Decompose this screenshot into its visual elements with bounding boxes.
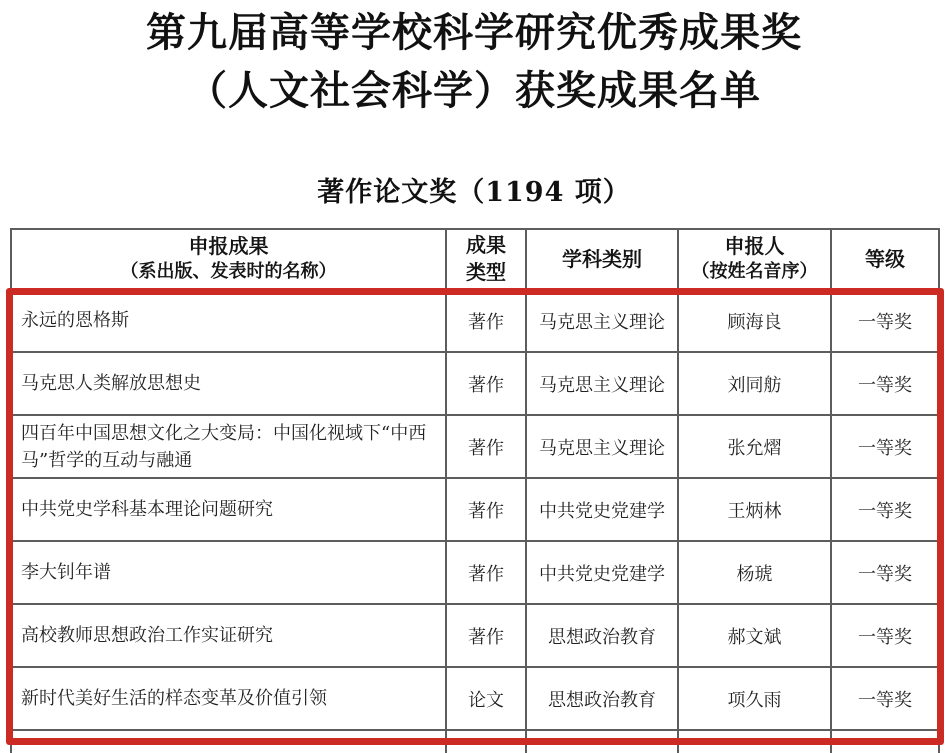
cell-grade: 一等奖 [831, 667, 939, 730]
cell-type: 著作 [446, 289, 526, 352]
awards-table [10, 228, 940, 753]
cell-type: 著作 [446, 415, 526, 478]
cell-discipline: 马克思主义理论 [526, 415, 678, 478]
page-title-line1: 第九届高等学校科学研究优秀成果奖 [146, 9, 802, 56]
cell-title: 四百年中国思想文化之大变局：中国化视域下“中西马”哲学的互动与融通 [11, 415, 446, 478]
table-row [11, 352, 939, 415]
cell-grade: 一等奖 [831, 415, 939, 478]
table-row [11, 667, 939, 730]
header-applicant [678, 229, 831, 289]
header-declared-achievement [11, 229, 446, 289]
cell-discipline: 思想政治教育 [526, 667, 678, 730]
cell-applicant: 张允熠 [678, 415, 831, 478]
cell-applicant [678, 730, 831, 753]
header-declared-achievement-sub: （系出版、发表时的名称） [120, 261, 337, 283]
cell-title: 高校教师思想政治工作实证研究 [11, 604, 446, 667]
header-achievement-type-line1: 成果 [466, 233, 506, 257]
table-row [11, 541, 939, 604]
table-row-partial [11, 730, 939, 753]
header-applicant-main: 申报人 [724, 234, 785, 259]
cell-applicant: 项久雨 [678, 667, 831, 730]
cell-discipline: 思想政治教育 [526, 604, 678, 667]
cell-discipline: 中共党史党建学 [526, 541, 678, 604]
cell-type [446, 730, 526, 753]
header-grade [831, 229, 939, 289]
cell-grade: 一等奖 [831, 478, 939, 541]
cell-title: 中共党史学科基本理论问题研究 [11, 478, 446, 541]
cell-discipline: 马克思主义理论 [526, 352, 678, 415]
cell-type: 论文 [446, 667, 526, 730]
cell-type: 著作 [446, 541, 526, 604]
table-header-row [11, 229, 939, 289]
cell-title: 永远的恩格斯 [11, 289, 446, 352]
page-title [0, 4, 948, 120]
cell-applicant: 杨琥 [678, 541, 831, 604]
header-grade-label: 等级 [865, 246, 905, 271]
table-row [11, 289, 939, 352]
header-declared-achievement-main: 申报成果 [188, 234, 269, 259]
table-row [11, 415, 939, 478]
cell-discipline [526, 730, 678, 753]
cell-grade [831, 730, 939, 753]
section-title: 著作论文奖（1194 项） [317, 177, 631, 208]
cell-grade: 一等奖 [831, 289, 939, 352]
cell-type: 著作 [446, 352, 526, 415]
page-title-line2: （人文社会科学）获奖成果名单 [187, 67, 761, 114]
cell-applicant: 郝文斌 [678, 604, 831, 667]
cell-applicant: 王炳林 [678, 478, 831, 541]
cell-title [11, 730, 446, 753]
cell-type: 著作 [446, 478, 526, 541]
cell-applicant: 刘同舫 [678, 352, 831, 415]
header-discipline-label: 学科类别 [562, 246, 642, 271]
header-achievement-type [446, 229, 526, 289]
cell-type: 著作 [446, 604, 526, 667]
cell-grade: 一等奖 [831, 604, 939, 667]
table-row [11, 604, 939, 667]
table-row [11, 478, 939, 541]
cell-title: 李大钊年谱 [11, 541, 446, 604]
header-discipline [526, 229, 678, 289]
cell-discipline: 中共党史党建学 [526, 478, 678, 541]
cell-title: 马克思人类解放思想史 [11, 352, 446, 415]
cell-applicant: 顾海良 [678, 289, 831, 352]
cell-discipline: 马克思主义理论 [526, 289, 678, 352]
cell-grade: 一等奖 [831, 352, 939, 415]
header-applicant-sub: （按姓名音序） [691, 261, 818, 283]
cell-title: 新时代美好生活的样态变革及价值引领 [11, 667, 446, 730]
cell-grade: 一等奖 [831, 541, 939, 604]
header-achievement-type-line2: 类型 [466, 260, 506, 284]
